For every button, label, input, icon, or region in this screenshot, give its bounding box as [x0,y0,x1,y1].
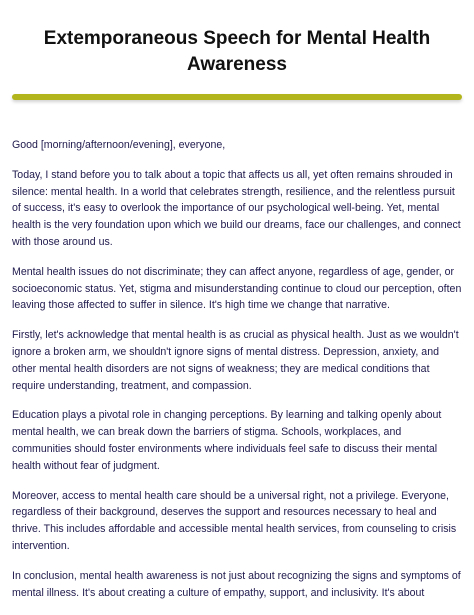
paragraph-firstly: Firstly, let's acknowledge that mental health is as crucial as physical health. Just as we wouldn't ignore a broken arm, we shouldn't ignore signs of mental distress. Depression, anxiety, and other mental health disorders are not signs of weakness; they are medical conditions that require understanding, treatment, and compassion. [12,329,459,392]
paragraph-introduction: Today, I stand before you to talk about a topic that affects us all, yet often remains shrouded in silence: mental health. In a world that celebrates strength, resilience, and the relentless pursuit of success, it's easy to overlook the importance of our psychological well-being. Yet, mental health is the very foundation upon which we build our dreams, face our challenges, and connect with those around us. [12,168,461,248]
title-line-1: Extemporaneous Speech for Mental Health [43,28,431,49]
title-line-2: Awareness [187,54,287,75]
title-divider [12,94,462,100]
paragraph-stigma: Mental health issues do not discriminate; they can affect anyone, regardless of age, gender, or socioeconomic status. Yet, stigma and misunderstanding continue to cloud our perception, often leaving those affected to suffer in silence. It's high time we change that narrative. [12,265,462,312]
paragraph-access: Moreover, access to mental health care should be a universal right, not a privilege. Everyone, regardless of their background, deserves the support and resources necessary to heal and thrive. This includes affordable and accessible mental health services, from counseling to crisis intervention. [12,489,457,552]
paragraph-education: Education plays a pivotal role in changing perceptions. By learning and talking openly about mental health, we can break down the barriers of stigma. Schools, workplaces, and communities should foster environments where individuals feel safe to discuss their mental health without fear of judgment. [12,409,442,472]
paragraph-conclusion: In conclusion, mental health awareness is not just about recognizing the signs and symptoms of mental illness. It's about creating a culture of empathy, support, and inclusivity. It's about [12,569,461,599]
speech-body [12,137,462,614]
document-title [0,26,474,78]
paragraph-greeting: Good [morning/afternoon/evening], everyone, [12,139,226,151]
